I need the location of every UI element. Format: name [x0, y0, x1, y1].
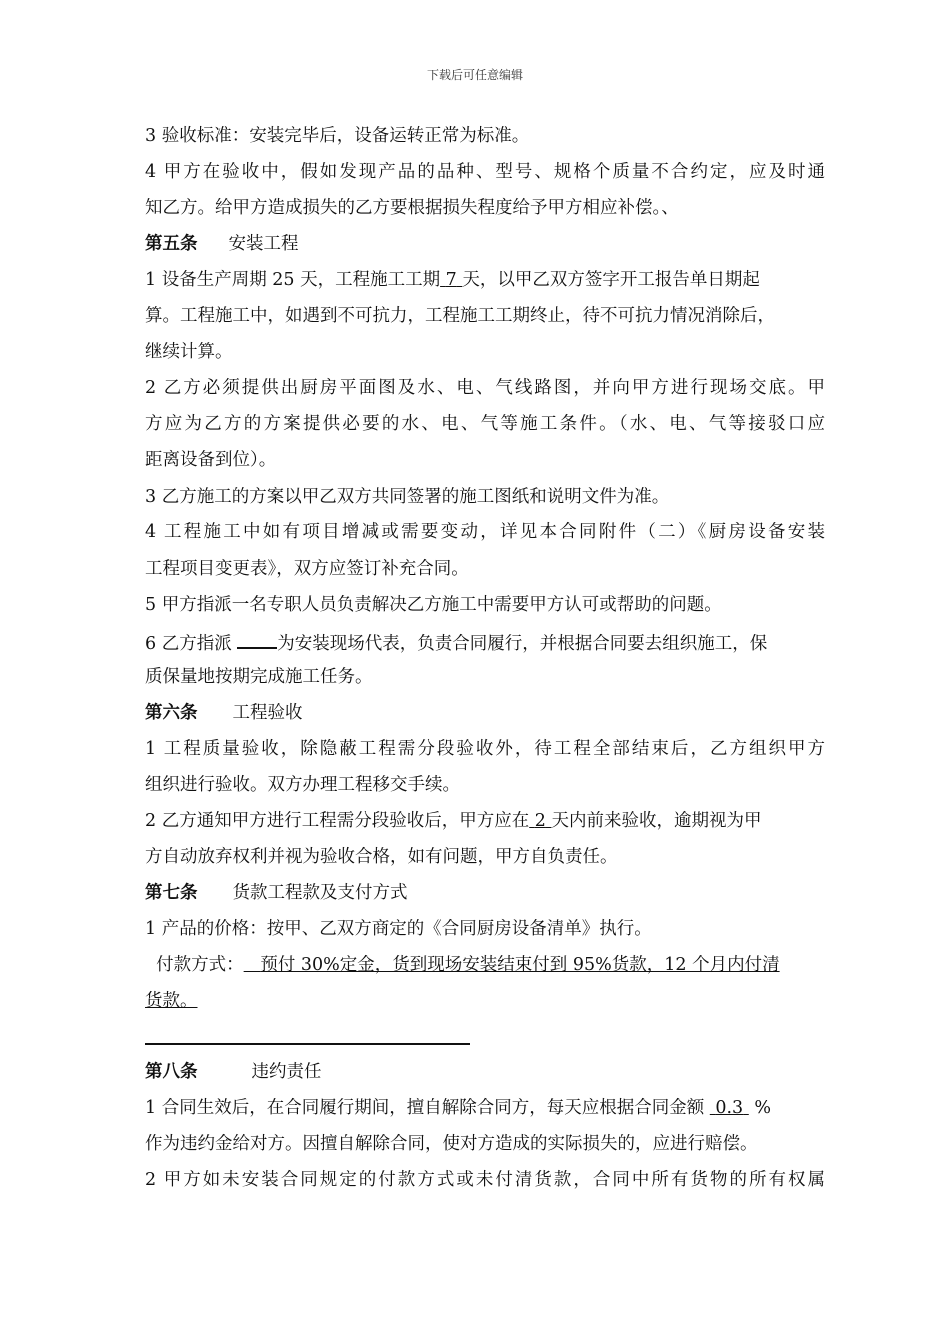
- article-heading: [145, 703, 825, 723]
- value-text: 预付 30%定金，货到现场安装结束付到 95%货款，12 个月内付清: [260, 955, 780, 975]
- text-line: 方应为乙方的方案提供必要的水、电、气等施工条件。（水、电、气等接驳口应: [145, 414, 825, 434]
- filled-value: [529, 811, 551, 831]
- value-text: 7: [445, 270, 457, 290]
- article-heading: [145, 883, 825, 903]
- text-line: 4 甲方在验收中，假如发现产品的品种、型号、规格个质量不合约定，应及时通: [145, 162, 825, 182]
- text-segment: 付款方式：: [156, 955, 244, 975]
- filled-value: [440, 270, 462, 290]
- blank-field: [237, 631, 277, 649]
- text-line: 方自动放弃权利并视为验收合格，如有问题，甲方自负责任。: [145, 847, 618, 867]
- text-line: 4 工程施工中如有项目增减或需要变动，详见本合同附件（二）《厨房设备安装: [145, 522, 825, 542]
- article-title: 安装工程: [228, 234, 299, 254]
- text-segment: 天内前来验收，逾期视为甲: [551, 811, 762, 831]
- article-title: 工程验收: [232, 703, 303, 723]
- text-line: [145, 1098, 825, 1118]
- text-line: 3 乙方施工的方案以甲乙双方共同签署的施工图纸和说明文件为准。: [145, 487, 670, 507]
- text-line: 知乙方。给甲方造成损失的乙方要根据损失程度给予甲方相应补偿。、: [145, 198, 679, 218]
- text-segment: 1 合同生效后，在合同履行期间，擅自解除合同方，每天应根据合同金额: [145, 1098, 705, 1118]
- text-line: 1 工程质量验收，除隐蔽工程需分段验收外，待工程全部结束后，乙方组织甲方: [145, 739, 825, 759]
- article-number: 第五条: [145, 234, 198, 254]
- article-number: 第七条: [145, 883, 198, 903]
- text-line: 工程项目变更表》，双方应签订补充合同。: [145, 559, 469, 579]
- text-segment: 天，以甲乙双方签字开工报告单日期起: [462, 270, 760, 290]
- text-line: 算。工程施工中，如遇到不可抗力，工程施工工期终止，待不可抗力情况消除后，: [145, 306, 775, 326]
- value-text: 0.3: [715, 1098, 744, 1118]
- text-line: [145, 811, 825, 831]
- text-segment: 6 乙方指派: [145, 634, 232, 654]
- filled-value: 货款。: [145, 991, 198, 1011]
- filled-value: [710, 1098, 749, 1118]
- article-number: 第八条: [145, 1062, 198, 1082]
- text-segment: %: [754, 1098, 771, 1118]
- text-line: [145, 991, 825, 1011]
- text-segment: 为安装现场代表，负责合同履行，并根据合同要去组织施工，保: [277, 634, 768, 654]
- text-line: [145, 270, 825, 290]
- article-heading: [145, 1062, 825, 1082]
- text-line: 作为违约金给对方。因擅自解除合同，使对方造成的实际损失的，应进行赔偿。: [145, 1134, 758, 1154]
- text-line: 质保量地按期完成施工任务。: [145, 667, 373, 687]
- text-segment: 2 乙方通知甲方进行工程需分段验收后，甲方应在: [145, 811, 530, 831]
- divider-rule: [145, 1043, 470, 1045]
- text-segment: 1 设备生产周期 25 天，工程施工工期: [145, 270, 441, 290]
- text-line: 距离设备到位）。: [145, 450, 277, 470]
- article-number: 第六条: [145, 703, 198, 723]
- filled-value: [244, 955, 780, 975]
- article-title: 货款工程款及支付方式: [232, 883, 408, 903]
- value-text: 2: [534, 811, 546, 831]
- text-line: 组织进行验收。双方办理工程移交手续。: [145, 775, 460, 795]
- text-line: 3 验收标准：安装完毕后，设备运转正常为标准。: [145, 126, 530, 146]
- text-line: 5 甲方指派一名专职人员负责解决乙方施工中需要甲方认可或帮助的问题。: [145, 595, 722, 615]
- page-header: 下载后可任意编辑: [426, 68, 523, 82]
- text-line: 继续计算。: [145, 342, 233, 362]
- text-line: 2 乙方必须提供出厨房平面图及水、电、气线路图，并向甲方进行现场交底。甲: [145, 378, 825, 398]
- text-line: [145, 955, 825, 975]
- article-title: 违约责任: [251, 1062, 322, 1082]
- text-line: [145, 631, 825, 654]
- text-line: 2 甲方如未安装合同规定的付款方式或未付清货款，合同中所有货物的所有权属: [145, 1170, 825, 1190]
- article-heading: [145, 234, 825, 254]
- text-line: 1 产品的价格：按甲、乙双方商定的《合同厨房设备清单》执行。: [145, 919, 652, 939]
